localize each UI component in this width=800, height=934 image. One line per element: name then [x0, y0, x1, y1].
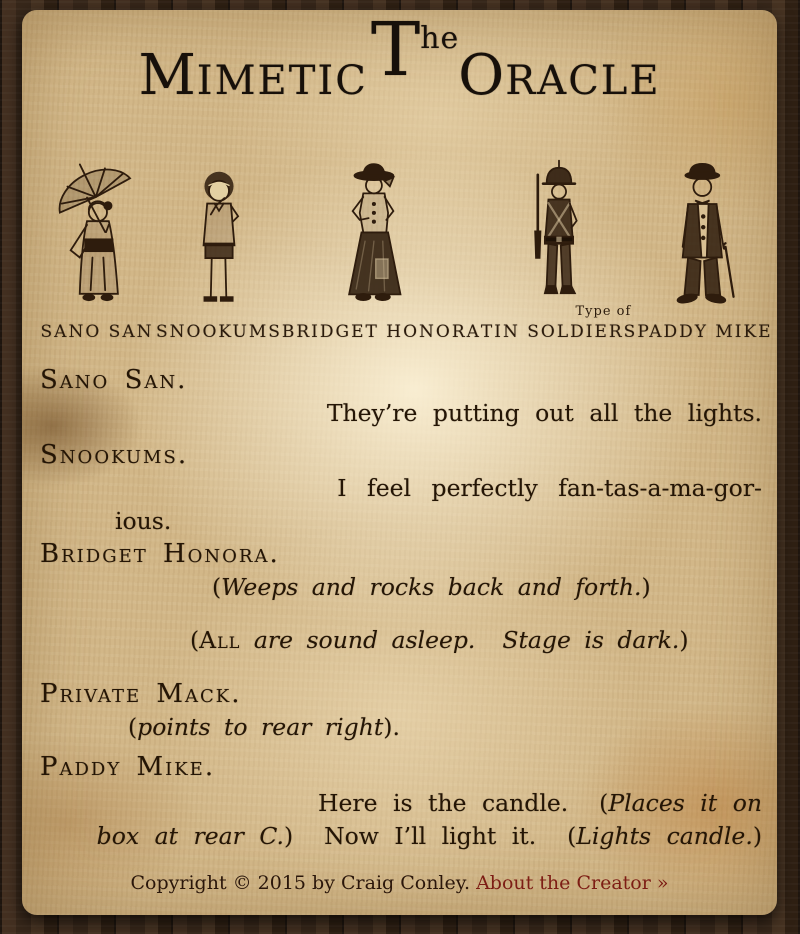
paren-open: (	[128, 713, 138, 741]
snookums-label: SNOOKUMS	[156, 322, 282, 342]
tin-soldiers-type-of: Type of	[575, 304, 632, 319]
copyright-text: Copyright © 2015 by Craig Conley.	[130, 872, 471, 894]
title-word2-rest: RACLE	[505, 58, 661, 104]
tin-soldiers-illustration	[506, 158, 612, 310]
bridget-direction-text: Weeps and rocks back and forth.	[221, 573, 642, 601]
character-snookums	[156, 128, 282, 342]
sano-san-line: They’re putting out all the lights.	[326, 399, 762, 427]
paren-open: (	[190, 626, 200, 654]
bridget-stage-direction	[212, 571, 762, 604]
paddy-mike-label: PADDY MIKE	[637, 322, 773, 342]
character-paddy-mike	[637, 128, 772, 342]
snookums-line-1: I feel perfectly fan-tas-a-ma-gor-	[337, 474, 762, 502]
snookums-line-2: ious.	[115, 507, 172, 535]
speaker-bridget-honora: Bridget Honora.	[40, 539, 280, 569]
title-word1-initial: M	[138, 43, 197, 108]
paddy-mike-illustration	[647, 157, 763, 317]
character-tin-soldiers	[481, 128, 637, 342]
page-footer	[22, 872, 777, 894]
mack-stage-direction	[128, 711, 762, 744]
about-creator-link[interactable]: About the Creator »	[476, 872, 669, 894]
speaker-snookums: Snookums.	[40, 440, 189, 470]
mack-direction-text: points to rear right	[137, 713, 384, 741]
tin-soldiers-label: TIN SOLDIERS	[480, 322, 638, 342]
stage-direction-all-asleep	[190, 624, 762, 657]
parchment-page	[22, 7, 777, 915]
title-the-he: he	[420, 21, 460, 56]
bridget-honora-label: BRIDGET HONORA	[281, 322, 481, 342]
snookums-illustration	[169, 161, 269, 317]
paren-close: ).	[383, 713, 400, 741]
paddy-line-2	[40, 820, 762, 853]
stage-direction-text: are sound asleep. Stage is dark.	[240, 626, 680, 654]
page-title	[22, 7, 777, 108]
character-bridget-honora	[282, 128, 481, 342]
speaker-private-mack: Private Mack.	[40, 679, 242, 709]
paddy-line2-roman2: )	[752, 822, 762, 850]
paren-close: )	[641, 573, 651, 601]
speaker-paddy-mike: Paddy Mike.	[40, 752, 216, 782]
paddy-line2-roman1: ) Now I’ll light it. (	[283, 822, 577, 850]
stage-all: All	[199, 626, 241, 654]
speaker-sano-san: Sano San.	[40, 365, 188, 395]
paddy-line1-roman: Here is the candle. (	[317, 789, 609, 817]
paren-open: (	[212, 573, 222, 601]
paren-close: )	[679, 626, 689, 654]
title-the	[370, 7, 460, 93]
character-sano-san	[38, 128, 156, 342]
dialogue-script	[40, 350, 762, 853]
bridget-honora-illustration	[319, 153, 443, 317]
title-word1-rest: IMETIC	[196, 58, 368, 104]
title-the-t: T	[370, 7, 421, 93]
paddy-line2-italic2: Lights candle.	[576, 822, 753, 850]
character-row	[38, 128, 773, 342]
title-word2-initial: O	[458, 43, 506, 108]
sano-san-label: SANO SAN	[40, 322, 154, 342]
sano-san-illustration	[38, 149, 156, 317]
paddy-line-1	[40, 787, 762, 820]
paddy-line1-italic: Places it on	[608, 789, 762, 817]
paddy-line2-italic1: box at rear C.	[96, 822, 284, 850]
